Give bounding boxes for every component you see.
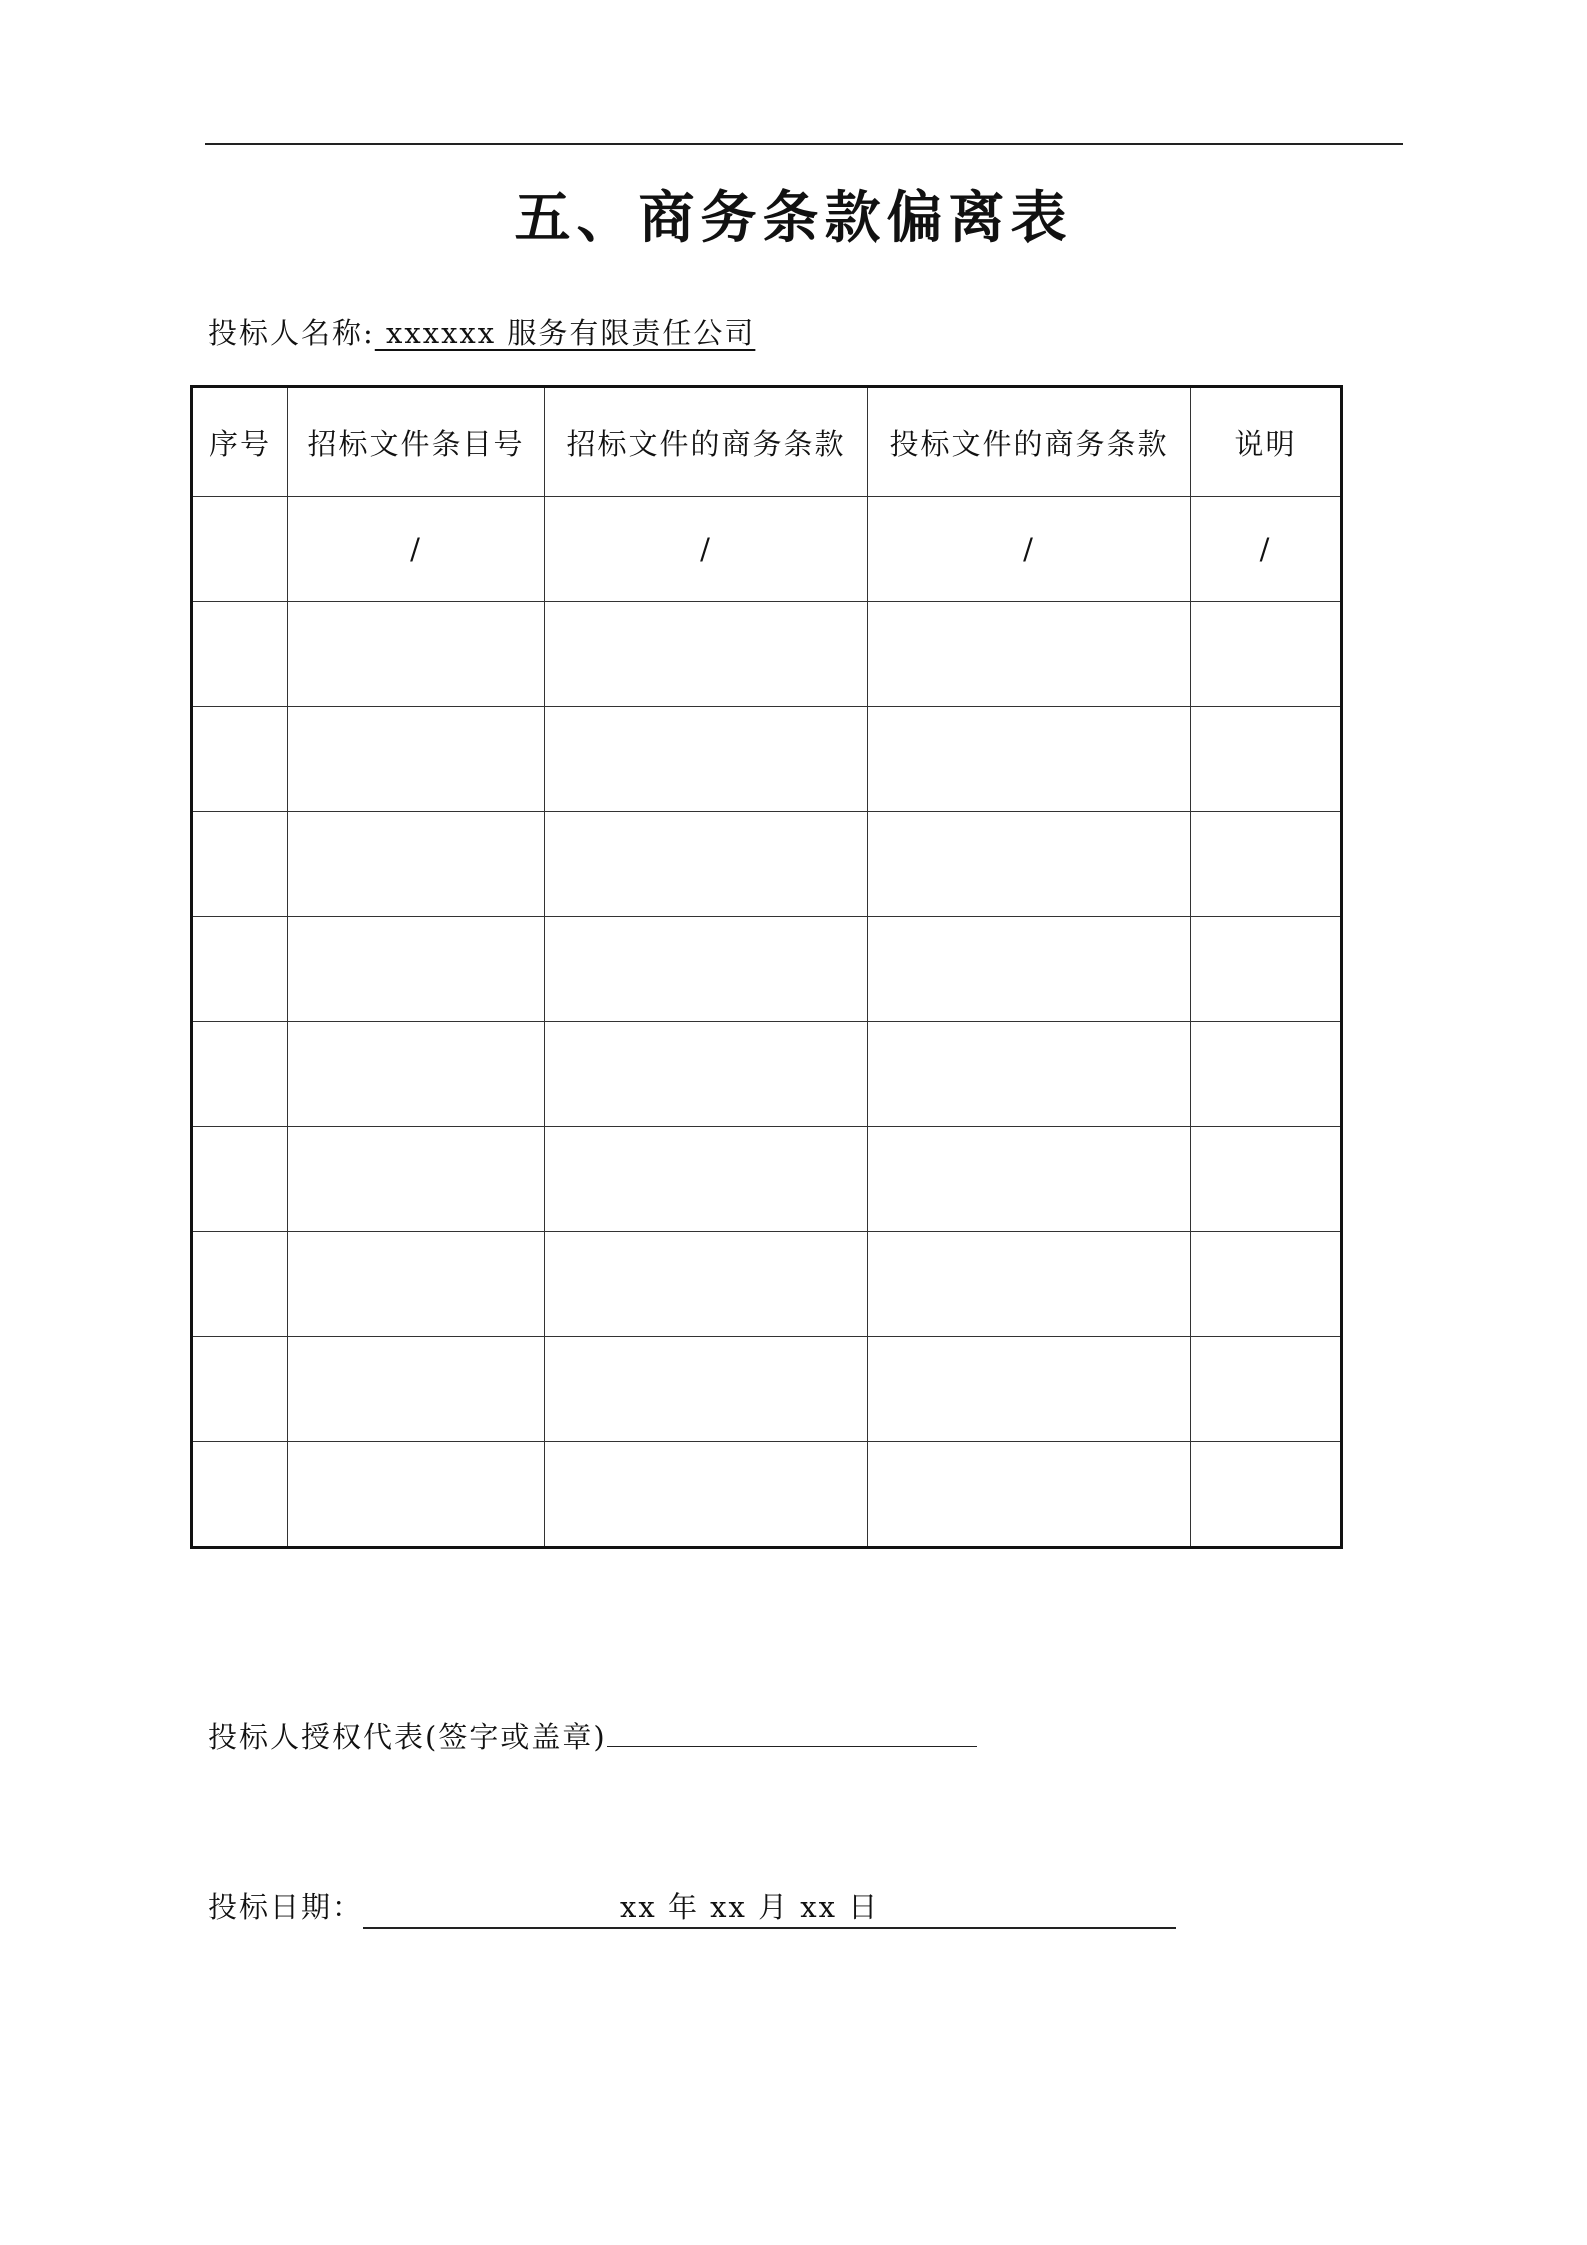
table-cell <box>1191 1442 1342 1548</box>
table-row <box>192 1442 1342 1548</box>
signature-blank[interactable] <box>607 1716 977 1747</box>
table-cell <box>192 707 288 812</box>
table-cell <box>545 1337 868 1442</box>
table-cell <box>868 1232 1191 1337</box>
table-row <box>192 602 1342 707</box>
table-cell <box>868 1127 1191 1232</box>
table-cell <box>288 917 545 1022</box>
table-cell <box>288 1127 545 1232</box>
table-cell <box>545 707 868 812</box>
table-cell <box>288 1022 545 1127</box>
table-cell <box>192 1442 288 1548</box>
table-cell <box>1191 707 1342 812</box>
header-cell-index: 序号 <box>192 387 288 497</box>
signature-label: 投标人授权代表(签字或盖章) <box>208 1720 607 1754</box>
table-cell <box>1191 1127 1342 1232</box>
table-cell: / <box>868 497 1191 602</box>
table-cell <box>192 1127 288 1232</box>
table-row <box>192 1232 1342 1337</box>
bid-date-label: 投标日期： <box>208 1890 364 1924</box>
table-header-row <box>192 387 1342 497</box>
table-row <box>192 1337 1342 1442</box>
table-cell <box>545 917 868 1022</box>
header-rule <box>205 143 1403 145</box>
table-cell <box>192 1022 288 1127</box>
table-cell <box>192 1337 288 1442</box>
table-cell <box>288 1442 545 1548</box>
table-cell <box>192 812 288 917</box>
table-cell <box>1191 812 1342 917</box>
table-cell <box>868 1442 1191 1548</box>
signature-line <box>208 1716 977 1757</box>
header-cell-tender-item: 招标文件条目号 <box>288 387 545 497</box>
bid-date-line <box>208 1887 1176 1929</box>
table-cell <box>868 707 1191 812</box>
page-title: 五、商务条款偏离表 <box>514 185 1073 251</box>
bid-date-value: xx 年 xx 月 xx 日 <box>363 1887 1176 1929</box>
table-cell <box>545 1022 868 1127</box>
table-cell <box>288 1232 545 1337</box>
table-cell <box>545 812 868 917</box>
table-cell <box>1191 917 1342 1022</box>
bidder-name-value: xxxxxx 服务有限责任公司 <box>374 316 756 350</box>
deviation-table <box>190 385 1343 1549</box>
header-cell-tender-terms: 招标文件的商务条款 <box>545 387 868 497</box>
header-cell-bid-terms: 投标文件的商务条款 <box>868 387 1191 497</box>
table-cell <box>288 602 545 707</box>
table-row <box>192 707 1342 812</box>
table-cell <box>545 1127 868 1232</box>
table-row <box>192 1127 1342 1232</box>
table-cell <box>545 1232 868 1337</box>
bidder-name-line <box>208 313 755 353</box>
table-cell <box>1191 1232 1342 1337</box>
table-cell <box>192 497 288 602</box>
table-cell <box>868 917 1191 1022</box>
table-cell <box>868 1337 1191 1442</box>
table-row <box>192 1022 1342 1127</box>
table-cell <box>545 1442 868 1548</box>
table-cell <box>1191 602 1342 707</box>
header-cell-notes: 说明 <box>1191 387 1342 497</box>
table-cell <box>192 602 288 707</box>
table-row <box>192 497 1342 602</box>
table-cell: / <box>288 497 545 602</box>
table-row <box>192 917 1342 1022</box>
table-cell <box>192 1232 288 1337</box>
table-cell <box>868 602 1191 707</box>
table-cell <box>192 917 288 1022</box>
table-cell <box>1191 1337 1342 1442</box>
table-cell <box>288 1337 545 1442</box>
table-cell: / <box>545 497 868 602</box>
table-cell <box>545 602 868 707</box>
table-cell <box>288 707 545 812</box>
table-cell <box>1191 1022 1342 1127</box>
table-cell <box>868 812 1191 917</box>
bidder-name-label: 投标人名称: <box>208 316 375 350</box>
table-row <box>192 812 1342 917</box>
table-cell <box>288 812 545 917</box>
table-cell: / <box>1191 497 1342 602</box>
table-cell <box>868 1022 1191 1127</box>
